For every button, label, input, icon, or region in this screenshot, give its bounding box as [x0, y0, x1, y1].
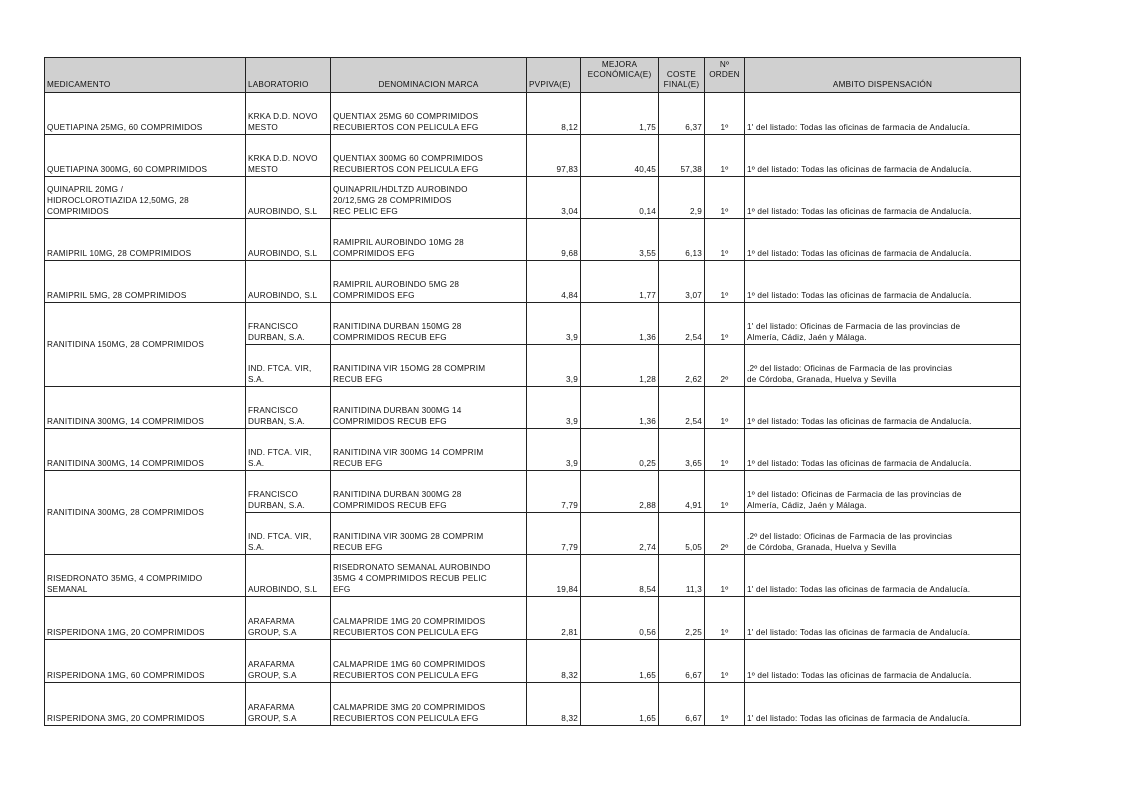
cell-coste — [659, 177, 705, 219]
cell-coste — [659, 303, 705, 345]
cell-coste — [659, 513, 705, 555]
cell-denominacion-text: QUENTIAX 300MG 60 COMPRIMIDOS RECUBIERTOS CON PELICULA EFG — [333, 154, 484, 174]
col-header-mejora-pad — [583, 80, 656, 90]
cell-coste — [659, 219, 705, 261]
cell-medicamento — [45, 135, 246, 177]
cell-coste — [659, 135, 705, 177]
cell-denominacion — [331, 429, 527, 471]
cell-laboratorio — [246, 177, 331, 219]
cell-mejora-text: 2,88 — [639, 501, 656, 510]
cell-laboratorio-text: FRANCISCO DURBAN, S.A. — [248, 322, 305, 342]
cell-medicamento-text: RANITIDINA 300MG, 14 COMPRIMIDOS — [47, 417, 204, 426]
cell-orden — [705, 387, 745, 429]
table-row — [45, 261, 1021, 303]
cell-denominacion — [331, 303, 527, 345]
cell-mejora — [581, 683, 659, 726]
cell-orden — [705, 513, 745, 555]
cell-medicamento-text: RANITIDINA 300MG, 28 COMPRIMIDOS — [47, 507, 204, 517]
cell-orden-text: 1º — [720, 123, 729, 132]
cell-medicamento — [45, 261, 246, 303]
cell-coste-text: 5,05 — [685, 543, 702, 552]
cell-mejora — [581, 135, 659, 177]
cell-medicamento — [45, 303, 246, 387]
cell-mejora — [581, 177, 659, 219]
cell-pvp-text: 2,81 — [561, 628, 578, 637]
cell-mejora — [581, 219, 659, 261]
cell-mejora-text: 1,28 — [639, 375, 656, 384]
cell-orden-text: 1º — [720, 714, 729, 723]
medication-table — [44, 57, 1021, 726]
cell-ambito-text: .2º del listado: Oficinas de Farmacia de las provincias de Córdoba, Granada, Huelva y Sevilla — [747, 364, 953, 384]
cell-denominacion-text: RISEDRONATO SEMANAL AUROBINDO 35MG 4 COMPRIMIDOS RECUB PELIC EFG — [333, 563, 491, 594]
cell-laboratorio-text: AUROBINDO, S.L — [248, 207, 318, 216]
table-row — [45, 640, 1021, 683]
cell-ambito — [745, 93, 1021, 135]
cell-ambito-text: 1' del listado: Oficinas de Farmacia de las provincias de Almería, Cádiz, Jaén y Málaga. — [747, 322, 961, 342]
table-row — [45, 303, 1021, 345]
table-row — [45, 177, 1021, 219]
cell-mejora — [581, 345, 659, 387]
cell-pvp — [527, 93, 581, 135]
cell-pvp — [527, 555, 581, 597]
cell-medicamento — [45, 683, 246, 726]
cell-denominacion — [331, 471, 527, 513]
cell-mejora-text: 3,55 — [639, 249, 656, 258]
cell-laboratorio — [246, 135, 331, 177]
cell-denominacion — [331, 640, 527, 683]
cell-denominacion — [331, 219, 527, 261]
cell-denominacion — [331, 345, 527, 387]
cell-coste-text: 3,07 — [685, 291, 702, 300]
cell-denominacion-text: RAMIPRIL AUROBINDO 10MG 28 COMPRIMIDOS EFG — [333, 238, 464, 258]
cell-ambito-text: 1' del listado: Todas las oficinas de farmacia de Andalucía. — [747, 123, 971, 132]
cell-ambito-text: 1º del listado: Todas las oficinas de farmacia de Andalucía. — [747, 671, 972, 680]
cell-denominacion-text: RANITIDINA VIR 300MG 28 COMPRIM RECUB EFG — [333, 532, 484, 552]
col-header-ambito: AMBITO DISPENSACIÓN — [745, 58, 1021, 93]
cell-orden-text: 1º — [720, 165, 729, 174]
cell-orden — [705, 345, 745, 387]
cell-denominacion — [331, 597, 527, 640]
cell-coste-text: 4,91 — [685, 501, 702, 510]
cell-medicamento — [45, 555, 246, 597]
cell-pvp — [527, 219, 581, 261]
cell-denominacion — [331, 93, 527, 135]
cell-coste-text: 6,37 — [685, 123, 702, 132]
cell-orden-text: 1º — [720, 333, 729, 342]
cell-orden — [705, 177, 745, 219]
cell-orden-text: 1º — [720, 291, 729, 300]
cell-denominacion-text: CALMAPRIDE 3MG 20 COMPRIMIDOS RECUBIERTOS CON PELICULA EFG — [333, 703, 486, 723]
cell-ambito-text: 1' del listado: Todas las oficinas de farmacia de Andalucía. — [747, 585, 971, 594]
cell-denominacion-text: RANITIDINA DURBAN 150MG 28 COMPRIMIDOS RECUB EFG — [333, 322, 462, 342]
col-header-medicamento: MEDICAMENTO — [45, 58, 246, 93]
cell-laboratorio-text: ARAFARMA GROUP, S.A — [248, 617, 297, 637]
cell-mejora — [581, 555, 659, 597]
cell-pvp-text: 7,79 — [561, 543, 578, 552]
cell-orden-text: 1º — [720, 207, 729, 216]
cell-ambito-text: .2º del listado: Oficinas de Farmacia de las provincias de Córdoba, Granada, Huelva y Sevilla — [747, 532, 953, 552]
cell-laboratorio — [246, 219, 331, 261]
col-header-mejora-line2: ECONÓMICA(E) — [587, 70, 652, 79]
col-header-coste — [659, 58, 705, 93]
cell-coste-text: 6,13 — [685, 249, 702, 258]
cell-pvp — [527, 640, 581, 683]
cell-pvp-text: 8,32 — [561, 714, 578, 723]
cell-orden — [705, 683, 745, 726]
cell-medicamento-text: RISPERIDONA 3MG, 20 COMPRIMIDOS — [47, 714, 205, 723]
cell-coste-text: 2,62 — [685, 375, 702, 384]
cell-pvp-text: 8,12 — [561, 123, 578, 132]
cell-mejora — [581, 597, 659, 640]
cell-medicamento — [45, 429, 246, 471]
cell-orden-text: 1º — [720, 501, 729, 510]
cell-denominacion-text: QUENTIAX 25MG 60 COMPRIMIDOS RECUBIERTOS CON PELICULA EFG — [333, 112, 479, 132]
cell-coste — [659, 555, 705, 597]
cell-denominacion-text: RAMIPRIL AUROBINDO 5MG 28 COMPRIMIDOS EFG — [333, 280, 460, 300]
cell-orden-text: 2º — [720, 543, 729, 552]
cell-ambito — [745, 177, 1021, 219]
cell-coste-text: 6,67 — [685, 714, 702, 723]
cell-ambito-text: 1' del listado: Todas las oficinas de farmacia de Andalucía. — [747, 714, 971, 723]
cell-laboratorio-text: FRANCISCO DURBAN, S.A. — [248, 490, 305, 510]
cell-coste — [659, 261, 705, 303]
cell-pvp-text: 3,04 — [561, 207, 578, 216]
cell-pvp-text: 19,84 — [556, 585, 578, 594]
cell-medicamento-text: QUETIAPINA 25MG, 60 COMPRIMIDOS — [47, 123, 203, 132]
cell-orden — [705, 597, 745, 640]
cell-denominacion-text: CALMAPRIDE 1MG 20 COMPRIMIDOS RECUBIERTOS CON PELICULA EFG — [333, 617, 486, 637]
cell-coste-text: 57,38 — [680, 165, 702, 174]
cell-denominacion — [331, 387, 527, 429]
cell-mejora — [581, 303, 659, 345]
col-header-denominacion: DENOMINACION MARCA — [331, 58, 527, 93]
cell-mejora — [581, 429, 659, 471]
cell-mejora — [581, 387, 659, 429]
cell-coste-text: 6,67 — [685, 671, 702, 680]
cell-ambito-text: 1º del listado: Todas las oficinas de farmacia de Andalucía. — [747, 249, 972, 258]
cell-medicamento-text: RANITIDINA 150MG, 28 COMPRIMIDOS — [47, 339, 204, 349]
table-row — [45, 555, 1021, 597]
cell-coste — [659, 471, 705, 513]
cell-ambito — [745, 471, 1021, 513]
cell-laboratorio — [246, 93, 331, 135]
cell-ambito — [745, 683, 1021, 726]
cell-coste-text: 2,54 — [685, 417, 702, 426]
cell-laboratorio — [246, 640, 331, 683]
col-header-orden — [705, 58, 745, 93]
cell-coste-text: 2,9 — [690, 207, 702, 216]
cell-denominacion — [331, 135, 527, 177]
cell-orden-text: 1º — [720, 249, 729, 258]
cell-medicamento — [45, 93, 246, 135]
cell-pvp — [527, 303, 581, 345]
cell-pvp — [527, 429, 581, 471]
table-row — [45, 471, 1021, 513]
cell-laboratorio-text: AUROBINDO, S.L — [248, 291, 318, 300]
table-row — [45, 219, 1021, 261]
cell-mejora-text: 40,45 — [634, 165, 656, 174]
cell-ambito — [745, 640, 1021, 683]
cell-mejora — [581, 513, 659, 555]
cell-coste — [659, 387, 705, 429]
cell-coste — [659, 429, 705, 471]
cell-orden — [705, 261, 745, 303]
col-header-coste-line1: COSTE — [666, 70, 697, 79]
cell-orden-text: 2º — [720, 375, 729, 384]
cell-coste — [659, 683, 705, 726]
cell-ambito — [745, 597, 1021, 640]
cell-pvp-text: 8,32 — [561, 671, 578, 680]
cell-coste-text: 11,3 — [685, 585, 702, 594]
cell-ambito — [745, 261, 1021, 303]
table-row — [45, 683, 1021, 726]
cell-laboratorio-text: IND. FTCA. VIR, S.A. — [248, 532, 312, 552]
col-header-laboratorio: LABORATORIO — [246, 58, 331, 93]
cell-ambito — [745, 219, 1021, 261]
cell-coste — [659, 640, 705, 683]
cell-medicamento — [45, 387, 246, 429]
cell-pvp — [527, 513, 581, 555]
cell-ambito-text: 1º del listado: Todas las oficinas de farmacia de Andalucía. — [747, 291, 972, 300]
cell-mejora-text: 1,36 — [639, 417, 656, 426]
cell-mejora-text: 0,14 — [639, 207, 656, 216]
cell-pvp-text: 97,83 — [556, 165, 578, 174]
cell-orden — [705, 135, 745, 177]
cell-pvp-text: 3,9 — [566, 417, 578, 426]
cell-ambito-text: 1º del listado: Todas las oficinas de farmacia de Andalucía. — [747, 207, 972, 216]
cell-medicamento-text: RAMIPRIL 10MG, 28 COMPRIMIDOS — [47, 249, 192, 258]
cell-mejora-text: 8,54 — [639, 585, 656, 594]
cell-mejora — [581, 261, 659, 303]
table-body — [45, 93, 1021, 726]
cell-orden — [705, 429, 745, 471]
cell-coste — [659, 93, 705, 135]
cell-orden-text: 1º — [720, 585, 729, 594]
cell-coste-text: 2,54 — [685, 333, 702, 342]
cell-laboratorio — [246, 513, 331, 555]
cell-laboratorio-text: KRKA D.D. NOVO MESTO — [248, 112, 318, 132]
table-row — [45, 429, 1021, 471]
cell-laboratorio-text: ARAFARMA GROUP, S.A — [248, 660, 297, 680]
cell-ambito — [745, 135, 1021, 177]
cell-mejora-text: 0,56 — [639, 628, 656, 637]
cell-ambito-text: 1º del listado: Todas las oficinas de farmacia de Andalucía. — [747, 459, 972, 468]
cell-denominacion — [331, 513, 527, 555]
cell-pvp — [527, 345, 581, 387]
cell-ambito-text: 1º del listado: Todas las oficinas de farmacia de Andalucía. — [747, 417, 972, 426]
cell-laboratorio — [246, 261, 331, 303]
cell-orden-text: 1º — [720, 459, 729, 468]
cell-laboratorio — [246, 555, 331, 597]
cell-orden-text: 1º — [720, 628, 729, 637]
cell-orden-text: 1º — [720, 417, 729, 426]
cell-mejora-text: 0,25 — [639, 459, 656, 468]
cell-medicamento — [45, 597, 246, 640]
cell-laboratorio — [246, 471, 331, 513]
cell-laboratorio-text: ARAFARMA GROUP, S.A — [248, 703, 297, 723]
cell-medicamento — [45, 219, 246, 261]
cell-orden — [705, 555, 745, 597]
cell-laboratorio-text: IND. FTCA. VIR, S.A. — [248, 448, 312, 468]
cell-ambito — [745, 555, 1021, 597]
header-row — [45, 58, 1021, 93]
col-header-orden-line2: ORDEN — [709, 70, 740, 79]
cell-ambito — [745, 513, 1021, 555]
cell-mejora-text: 2,74 — [639, 543, 656, 552]
col-header-orden-line1: Nº — [719, 60, 730, 69]
table-row — [45, 135, 1021, 177]
cell-laboratorio-text: FRANCISCO DURBAN, S.A. — [248, 406, 305, 426]
cell-coste-text: 3,65 — [685, 459, 702, 468]
cell-laboratorio-text: AUROBINDO, S.L — [248, 585, 318, 594]
cell-laboratorio — [246, 345, 331, 387]
cell-orden — [705, 303, 745, 345]
cell-medicamento-text: RISPERIDONA 1MG, 20 COMPRIMIDOS — [47, 628, 205, 637]
cell-medicamento-text: RAMIPRIL 5MG, 28 COMPRIMIDOS — [47, 291, 187, 300]
cell-mejora-text: 1,65 — [639, 671, 656, 680]
cell-denominacion — [331, 555, 527, 597]
cell-denominacion-text: QUINAPRIL/HDLTZD AUROBINDO 20/12,5MG 28 COMPRIMIDOS REC PELIC EFG — [333, 185, 468, 216]
cell-medicamento-text: RANITIDINA 300MG, 14 COMPRIMIDOS — [47, 459, 204, 468]
col-header-mejora — [581, 58, 659, 93]
cell-coste — [659, 345, 705, 387]
cell-pvp — [527, 597, 581, 640]
cell-ambito — [745, 303, 1021, 345]
cell-medicamento-text: QUETIAPINA 300MG, 60 COMPRIMIDOS — [47, 165, 208, 174]
cell-denominacion-text: RANITIDINA DURBAN 300MG 28 COMPRIMIDOS RECUB EFG — [333, 490, 462, 510]
cell-ambito — [745, 345, 1021, 387]
cell-mejora-text: 1,36 — [639, 333, 656, 342]
cell-laboratorio — [246, 387, 331, 429]
cell-coste — [659, 597, 705, 640]
cell-pvp — [527, 135, 581, 177]
cell-pvp-text: 7,79 — [561, 501, 578, 510]
cell-pvp-text: 3,9 — [566, 459, 578, 468]
col-header-pvpiva: PVPIVA(E) — [527, 58, 581, 93]
cell-pvp-text: 4,84 — [561, 291, 578, 300]
cell-laboratorio-text: AUROBINDO, S.L — [248, 249, 318, 258]
cell-medicamento — [45, 471, 246, 555]
col-header-mejora-line1: MEJORA — [601, 60, 638, 69]
cell-medicamento — [45, 177, 246, 219]
cell-ambito-text: 1º del listado: Todas las oficinas de farmacia de Andalucía. — [747, 165, 972, 174]
cell-laboratorio-text: KRKA D.D. NOVO MESTO — [248, 154, 318, 174]
cell-ambito — [745, 387, 1021, 429]
cell-ambito-text: 1' del listado: Todas las oficinas de farmacia de Andalucía. — [747, 628, 971, 637]
cell-orden — [705, 219, 745, 261]
cell-medicamento-text: RISEDRONATO 35MG, 4 COMPRIMIDO SEMANAL — [47, 574, 203, 594]
cell-ambito — [745, 429, 1021, 471]
cell-medicamento-text: QUINAPRIL 20MG / HIDROCLOROTIAZIDA 12,50MG, 28 COMPRIMIDOS — [47, 185, 189, 216]
cell-pvp — [527, 177, 581, 219]
cell-mejora — [581, 471, 659, 513]
cell-laboratorio — [246, 597, 331, 640]
cell-denominacion — [331, 177, 527, 219]
table-row — [45, 387, 1021, 429]
cell-orden — [705, 471, 745, 513]
cell-mejora — [581, 93, 659, 135]
cell-mejora-text: 1,65 — [639, 714, 656, 723]
col-header-coste-line2: FINAL(E) — [663, 80, 700, 89]
cell-laboratorio — [246, 429, 331, 471]
cell-orden-text: 1º — [720, 671, 729, 680]
table-row — [45, 93, 1021, 135]
cell-pvp — [527, 471, 581, 513]
cell-orden — [705, 640, 745, 683]
cell-medicamento — [45, 640, 246, 683]
cell-pvp — [527, 387, 581, 429]
cell-pvp-text: 3,9 — [566, 333, 578, 342]
cell-pvp — [527, 683, 581, 726]
cell-mejora — [581, 640, 659, 683]
cell-medicamento-text: RISPERIDONA 1MG, 60 COMPRIMIDOS — [47, 671, 205, 680]
cell-pvp-text: 3,9 — [566, 375, 578, 384]
cell-orden — [705, 93, 745, 135]
col-header-orden-pad — [707, 80, 742, 90]
cell-coste-text: 2,25 — [685, 628, 702, 637]
cell-denominacion — [331, 261, 527, 303]
cell-pvp-text: 9,68 — [561, 249, 578, 258]
cell-laboratorio-text: IND. FTCA. VIR, S.A. — [248, 364, 312, 384]
cell-mejora-text: 1,77 — [639, 291, 656, 300]
cell-denominacion — [331, 683, 527, 726]
cell-denominacion-text: RANITIDINA DURBAN 300MG 14 COMPRIMIDOS RECUB EFG — [333, 406, 462, 426]
cell-laboratorio — [246, 683, 331, 726]
cell-denominacion-text: RANITIDINA VIR 300MG 14 COMPRIM RECUB EFG — [333, 448, 484, 468]
cell-denominacion-text: CALMAPRIDE 1MG 60 COMPRIMIDOS RECUBIERTOS CON PELICULA EFG — [333, 660, 486, 680]
cell-laboratorio — [246, 303, 331, 345]
cell-denominacion-text: RANITIDINA VIR 15OMG 28 COMPRIM RECUB EFG — [333, 364, 486, 384]
cell-pvp — [527, 261, 581, 303]
cell-mejora-text: 1,75 — [639, 123, 656, 132]
table-row — [45, 597, 1021, 640]
cell-ambito-text: 1º del listado: Oficinas de Farmacia de las provincias de Almería, Cádiz, Jaén y Málaga. — [747, 490, 962, 510]
